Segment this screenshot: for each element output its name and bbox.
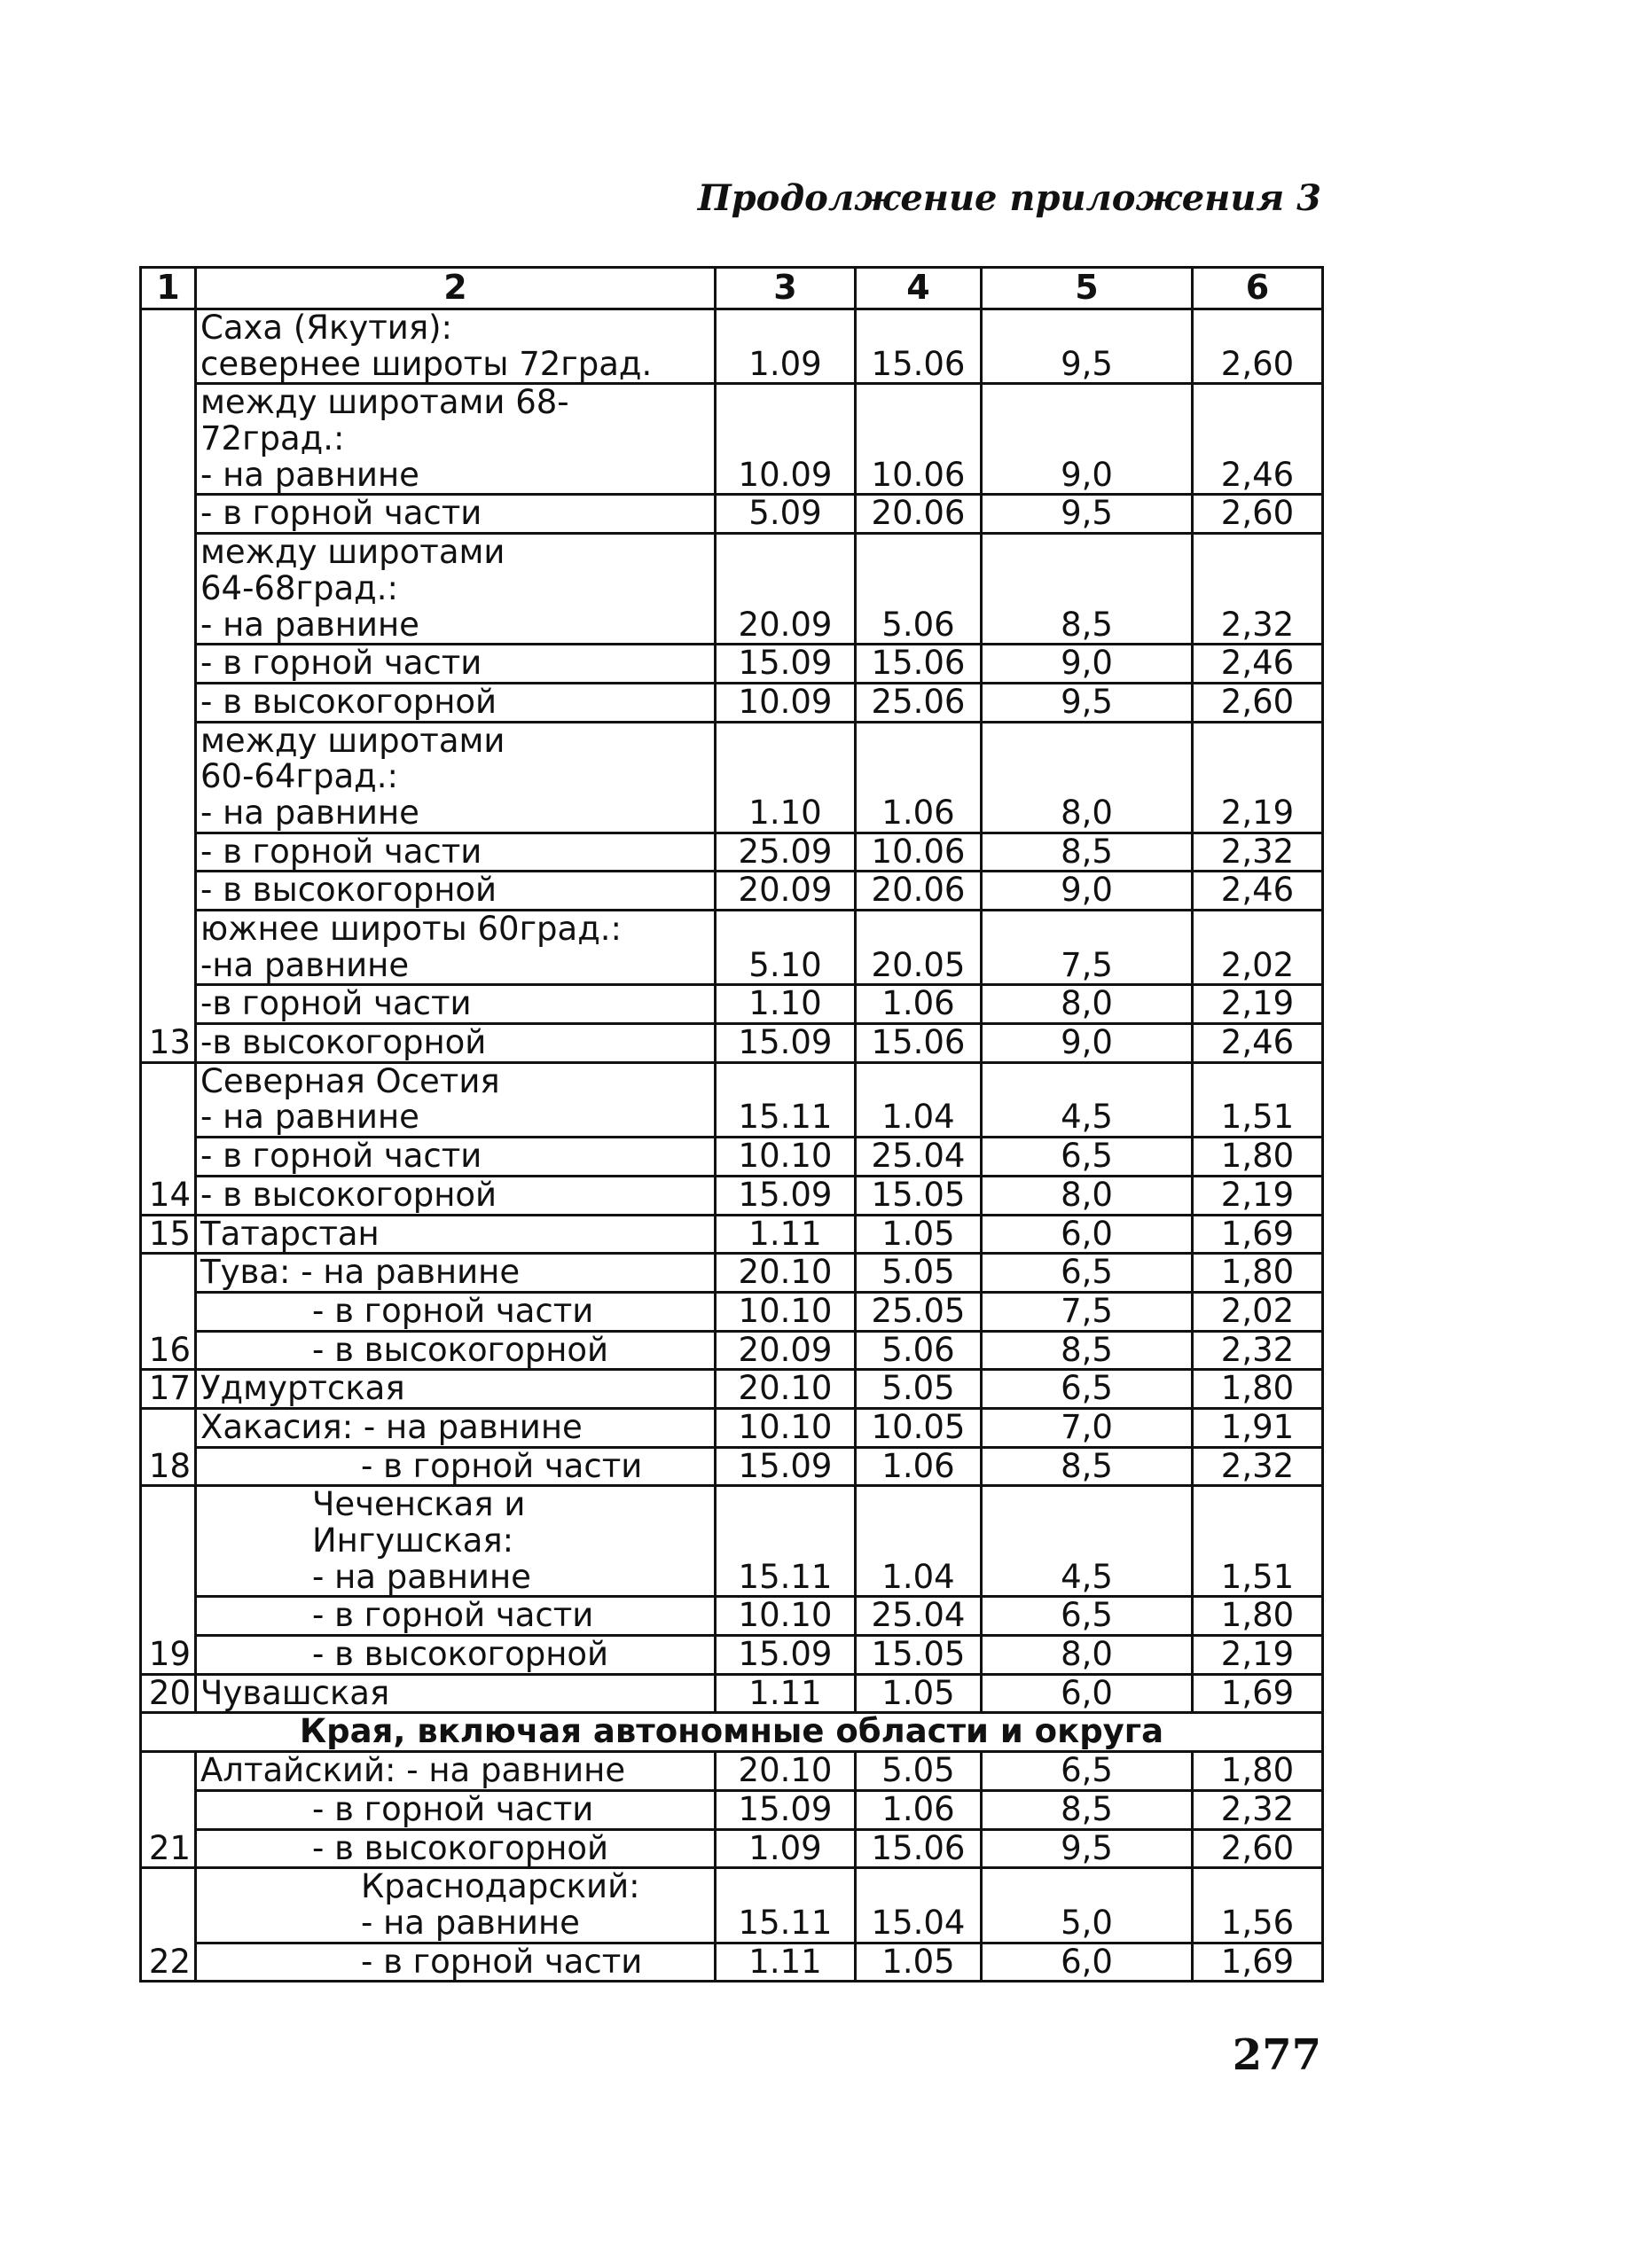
value-c6: 1,80 [1193,1597,1323,1636]
value-c6: 2,19 [1193,985,1323,1024]
value-c6: 2,32 [1193,1331,1323,1370]
value-c6: 2,60 [1193,309,1323,384]
value-c5: 8,0 [982,1636,1193,1675]
table-row [141,1674,1323,1713]
table-row [141,1331,1323,1370]
row-number: 14 [141,1062,196,1215]
header-col-3: 3 [716,268,856,309]
region-name: - в горной части [196,495,716,534]
value-c5: 6,0 [982,1674,1193,1713]
table-row [141,1636,1323,1675]
value-c4: 15.04 [856,1868,982,1943]
value-c6: 2,19 [1193,722,1323,833]
table-row [141,384,1323,495]
value-c3: 25.09 [716,833,856,872]
value-c3: 1.10 [716,722,856,833]
table-row [141,1024,1323,1063]
value-c4: 15.06 [856,1829,982,1868]
value-c3: 15.09 [716,1447,856,1486]
region-name: Чувашская [196,1674,716,1713]
value-c6: 2,32 [1193,833,1323,872]
header-col-4: 4 [856,268,982,309]
value-c6: 1,80 [1193,1752,1323,1791]
value-c3: 1.09 [716,1829,856,1868]
value-c6: 1,80 [1193,1138,1323,1177]
value-c4: 15.05 [856,1636,982,1675]
value-c6: 2,46 [1193,645,1323,684]
value-c3: 10.10 [716,1138,856,1177]
value-c3: 15.09 [716,1790,856,1829]
table-row [141,1254,1323,1293]
table-row [141,1292,1323,1331]
value-c5: 6,5 [982,1597,1193,1636]
region-name: - в горной части [196,1292,716,1331]
value-c3: 1.11 [716,1943,856,1982]
table-row [141,722,1323,833]
value-c5: 6,5 [982,1138,1193,1177]
value-c6: 2,19 [1193,1176,1323,1215]
table-row [141,911,1323,985]
row-number: 18 [141,1408,196,1485]
region-name: - в горной части [196,1790,716,1829]
header-col-1: 1 [141,268,196,309]
table-row [141,645,1323,684]
value-c3: 15.09 [716,1176,856,1215]
value-c3: 1.10 [716,985,856,1024]
region-name: - в высокогорной [196,683,716,722]
value-c5: 7,0 [982,1408,1193,1447]
value-c4: 25.06 [856,683,982,722]
value-c6: 2,32 [1193,534,1323,645]
value-c4: 10.06 [856,384,982,495]
region-name: - в горной части [196,645,716,684]
value-c6: 1,69 [1193,1215,1323,1254]
value-c6: 1,51 [1193,1486,1323,1597]
table-row [141,1447,1323,1486]
value-c3: 20.10 [716,1752,856,1791]
value-c3: 10.10 [716,1408,856,1447]
region-name: между широтами 60-64град.: - на равнине [196,722,716,833]
value-c5: 8,0 [982,722,1193,833]
value-c3: 10.10 [716,1292,856,1331]
value-c4: 20.06 [856,872,982,911]
table-row [141,1868,1323,1943]
value-c4: 1.06 [856,722,982,833]
region-name: -в высокогорной [196,1024,716,1063]
region-name: Алтайский: - на равнине [196,1752,716,1791]
row-number: 19 [141,1486,196,1674]
value-c5: 9,0 [982,872,1193,911]
table-row [141,1138,1323,1177]
value-c4: 20.05 [856,911,982,985]
value-c3: 15.09 [716,645,856,684]
region-name: - в высокогорной [196,1636,716,1675]
value-c3: 10.09 [716,683,856,722]
table-row [141,1215,1323,1254]
region-name: - в высокогорной [196,1331,716,1370]
page-number: 277 [1232,2030,1321,2080]
value-c5: 7,5 [982,911,1193,985]
value-c3: 5.10 [716,911,856,985]
value-c6: 1,69 [1193,1674,1323,1713]
value-c4: 10.05 [856,1408,982,1447]
region-name: -в горной части [196,985,716,1024]
value-c5: 6,5 [982,1254,1193,1293]
value-c5: 7,5 [982,1292,1193,1331]
value-c6: 1,56 [1193,1868,1323,1943]
value-c4: 25.04 [856,1597,982,1636]
value-c3: 5.09 [716,495,856,534]
region-name: - в горной части [196,1447,716,1486]
region-name: между широтами 64-68град.: - на равнине [196,534,716,645]
value-c5: 9,5 [982,309,1193,384]
value-c3: 15.11 [716,1868,856,1943]
section-heading: Края, включая автономные области и округа [141,1713,1323,1752]
table-header [141,268,1323,309]
row-number: 22 [141,1868,196,1982]
region-name: - в горной части [196,833,716,872]
value-c3: 20.09 [716,1331,856,1370]
value-c4: 5.06 [856,534,982,645]
value-c4: 1.05 [856,1674,982,1713]
region-name: Северная Осетия - на равнине [196,1062,716,1137]
table-row [141,1370,1323,1409]
value-c5: 8,0 [982,985,1193,1024]
table-row [141,683,1323,722]
value-c5: 9,5 [982,683,1193,722]
value-c4: 1.04 [856,1062,982,1137]
value-c5: 8,5 [982,1331,1193,1370]
section-row [141,1713,1323,1752]
region-name: - в высокогорной [196,872,716,911]
value-c5: 4,5 [982,1486,1193,1597]
value-c4: 1.04 [856,1486,982,1597]
value-c3: 15.09 [716,1024,856,1063]
value-c6: 2,60 [1193,1829,1323,1868]
table-row [141,534,1323,645]
region-name: между широтами 68-72град.: - на равнине [196,384,716,495]
value-c4: 15.06 [856,645,982,684]
row-number: 16 [141,1254,196,1370]
value-c4: 1.06 [856,1790,982,1829]
value-c4: 5.06 [856,1331,982,1370]
value-c6: 2,46 [1193,384,1323,495]
value-c5: 9,0 [982,1024,1193,1063]
value-c3: 10.10 [716,1597,856,1636]
value-c5: 9,0 [982,384,1193,495]
value-c4: 25.04 [856,1138,982,1177]
value-c6: 1,69 [1193,1943,1323,1982]
value-c3: 15.11 [716,1486,856,1597]
value-c5: 6,5 [982,1752,1193,1791]
value-c3: 15.09 [716,1636,856,1675]
region-name: Саха (Якутия): севернее широты 72град. [196,309,716,384]
region-name: - в горной части [196,1943,716,1982]
table-row [141,495,1323,534]
row-number: 13 [141,309,196,1063]
value-c5: 9,5 [982,495,1193,534]
value-c5: 6,0 [982,1215,1193,1254]
value-c3: 20.09 [716,534,856,645]
value-c5: 9,5 [982,1829,1193,1868]
value-c6: 1,91 [1193,1408,1323,1447]
value-c3: 20.10 [716,1254,856,1293]
table-row [141,1062,1323,1137]
value-c6: 2,60 [1193,683,1323,722]
page-caption: Продолжение приложения 3 [697,177,1321,219]
value-c5: 8,5 [982,534,1193,645]
value-c5: 4,5 [982,1062,1193,1137]
value-c4: 5.05 [856,1254,982,1293]
region-name: - в высокогорной [196,1176,716,1215]
value-c6: 2,19 [1193,1636,1323,1675]
region-name: Хакасия: - на равнине [196,1408,716,1447]
value-c6: 2,02 [1193,1292,1323,1331]
region-name: - в высокогорной [196,1829,716,1868]
value-c4: 1.06 [856,1447,982,1486]
value-c4: 5.05 [856,1752,982,1791]
table-row [141,309,1323,384]
value-c4: 1.06 [856,985,982,1024]
value-c3: 10.09 [716,384,856,495]
value-c6: 2,60 [1193,495,1323,534]
value-c6: 2,46 [1193,872,1323,911]
value-c4: 15.05 [856,1176,982,1215]
climate-table [139,266,1324,1983]
value-c4: 15.06 [856,1024,982,1063]
value-c5: 8,5 [982,1447,1193,1486]
value-c6: 2,46 [1193,1024,1323,1063]
region-name: Удмуртская [196,1370,716,1409]
value-c5: 8,5 [982,1790,1193,1829]
value-c6: 2,02 [1193,911,1323,985]
header-col-6: 6 [1193,268,1323,309]
value-c5: 6,0 [982,1943,1193,1982]
table-row [141,1752,1323,1791]
region-name: - в горной части [196,1597,716,1636]
region-name: Тува: - на равнине [196,1254,716,1293]
value-c4: 15.06 [856,309,982,384]
value-c5: 9,0 [982,645,1193,684]
header-col-5: 5 [982,268,1193,309]
region-name: Чеченская и Ингушская: - на равнине [196,1486,716,1597]
value-c5: 6,5 [982,1370,1193,1409]
value-c3: 20.09 [716,872,856,911]
table-row [141,1486,1323,1597]
value-c3: 1.11 [716,1215,856,1254]
value-c4: 1.05 [856,1943,982,1982]
value-c6: 1,80 [1193,1254,1323,1293]
value-c6: 1,51 [1193,1062,1323,1137]
table-row [141,985,1323,1024]
value-c5: 8,5 [982,833,1193,872]
value-c4: 5.05 [856,1370,982,1409]
table-row [141,1176,1323,1215]
region-name: - в горной части [196,1138,716,1177]
value-c3: 20.10 [716,1370,856,1409]
value-c3: 1.11 [716,1674,856,1713]
header-col-2: 2 [196,268,716,309]
table-row [141,833,1323,872]
value-c4: 25.05 [856,1292,982,1331]
table-row [141,1829,1323,1868]
table-row [141,1943,1323,1982]
table-row [141,1408,1323,1447]
row-number: 21 [141,1752,196,1868]
row-number: 17 [141,1370,196,1409]
value-c4: 1.05 [856,1215,982,1254]
table-row [141,1597,1323,1636]
value-c6: 2,32 [1193,1447,1323,1486]
value-c5: 5,0 [982,1868,1193,1943]
table-body [141,309,1323,1982]
region-name: южнее широты 60град.: -на равнине [196,911,716,985]
row-number: 15 [141,1215,196,1254]
value-c4: 20.06 [856,495,982,534]
value-c4: 10.06 [856,833,982,872]
region-name: Краснодарский: - на равнине [196,1868,716,1943]
value-c6: 2,32 [1193,1790,1323,1829]
value-c3: 1.09 [716,309,856,384]
table-row [141,872,1323,911]
value-c3: 15.11 [716,1062,856,1137]
value-c6: 1,80 [1193,1370,1323,1409]
value-c5: 8,0 [982,1176,1193,1215]
region-name: Татарстан [196,1215,716,1254]
row-number: 20 [141,1674,196,1713]
table-row [141,1790,1323,1829]
